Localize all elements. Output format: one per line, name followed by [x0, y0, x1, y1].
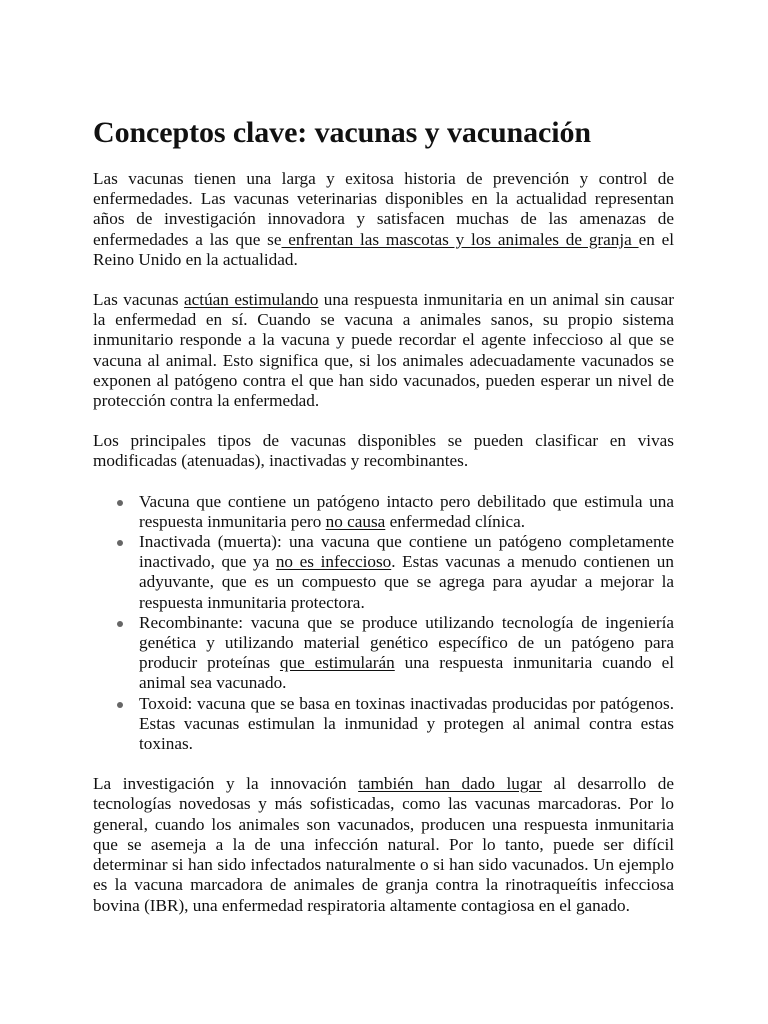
list-item	[139, 492, 674, 532]
vaccine-type-list	[93, 492, 674, 755]
list-item-text: Toxoid: vacuna que se basa en toxinas inactivadas producidas por patógenos. Estas vacunas estimulan la inmunidad y protegen al animal contra estas toxinas.	[139, 693, 674, 754]
page-title: Conceptos clave: vacunas y vacunación	[93, 116, 591, 149]
paragraph-text: una respuesta inmunitaria en un animal sin causar la enfermedad en sí. Cuando se vacuna a animales sanos, su propio sistema inmunitario responde a la vacuna y puede recordar el agente infeccioso al que se vacuna al animal. Esto significa que, si los animales adecuadamente vacunados se exponen al patógeno contra el que han sido vacunados, pueden esperar un nivel de protección contra la enfermedad.	[93, 290, 674, 411]
underlined-phrase: enfrentan las mascotas y los animales de granja	[281, 229, 639, 249]
list-item-text: Vacuna que contiene un patógeno intacto pero debilitado que estimula una respuesta inmunitaria pero	[139, 491, 674, 531]
list-item	[139, 532, 674, 613]
list-item-text: enfermedad clínica.	[385, 511, 526, 531]
paragraph-text: al desarrollo de tecnologías novedosas y más sofisticadas, como las vacunas marcadoras. Por lo general, cuando los animales son vacunados, producen una respuesta inmunitaria que se asemeja a la de una infección natural. Por lo tanto, puede ser difícil determinar si han sido infectados naturalmente o si han sido vacunados. Un ejemplo es la vacuna marcadora de animales de granja contra la rinotraqueítis infecciosa bovina (IBR), una enfermedad respiratoria altamente contagiosa en el ganado.	[93, 774, 675, 915]
list-item	[139, 694, 674, 755]
paragraph-text: Las vacunas	[93, 290, 185, 310]
bullet-icon	[117, 540, 123, 546]
bullet-icon	[117, 702, 123, 708]
list-item-text: Inactivada (muerta): una vacuna que contiene un patógeno completamente inactivado, que ya	[139, 532, 674, 572]
paragraph-text: La investigación y la innovación	[93, 774, 359, 794]
paragraph-intro	[93, 169, 674, 270]
list-item-text: una respuesta inmunitaria cuando el animal sea vacunado.	[139, 653, 674, 693]
underlined-phrase: no causa	[325, 511, 386, 531]
paragraph-text: Las vacunas tienen una larga y exitosa historia de prevención y control de enfermedades. Las vacunas veterinarias disponibles en la actualidad representan años de investigación innovadora y satisfacen muchas de las amenazas de enfermedades a las que se	[93, 169, 674, 249]
bullet-icon	[117, 621, 123, 627]
underlined-phrase: actúan estimulando	[184, 290, 319, 310]
paragraph-text: en el Reino Unido en la actualidad.	[93, 229, 674, 269]
bullet-icon	[117, 500, 123, 506]
list-item-text: . Estas vacunas a menudo contienen un adyuvante, que es un compuesto que se agrega para ayudar a mejorar la respuesta inmunitaria protectora.	[139, 552, 674, 612]
list-item	[139, 613, 674, 694]
document-page	[93, 112, 674, 936]
underlined-phrase: no es infeccioso	[275, 552, 392, 572]
paragraph-how-vaccines-work	[93, 290, 674, 411]
underlined-phrase: que estimularán	[279, 653, 395, 673]
paragraph-marker-vaccines	[93, 774, 674, 915]
paragraph-vaccine-types: Los principales tipos de vacunas disponibles se pueden clasificar en vivas modificadas (atenuadas), inactivadas y recombinantes.	[93, 431, 674, 471]
underlined-phrase: también han dado lugar	[358, 774, 542, 794]
list-item-text: Recombinante: vacuna que se produce utilizando tecnología de ingeniería genética y utilizando material genético específico de un patógeno para producir proteínas	[139, 612, 674, 673]
